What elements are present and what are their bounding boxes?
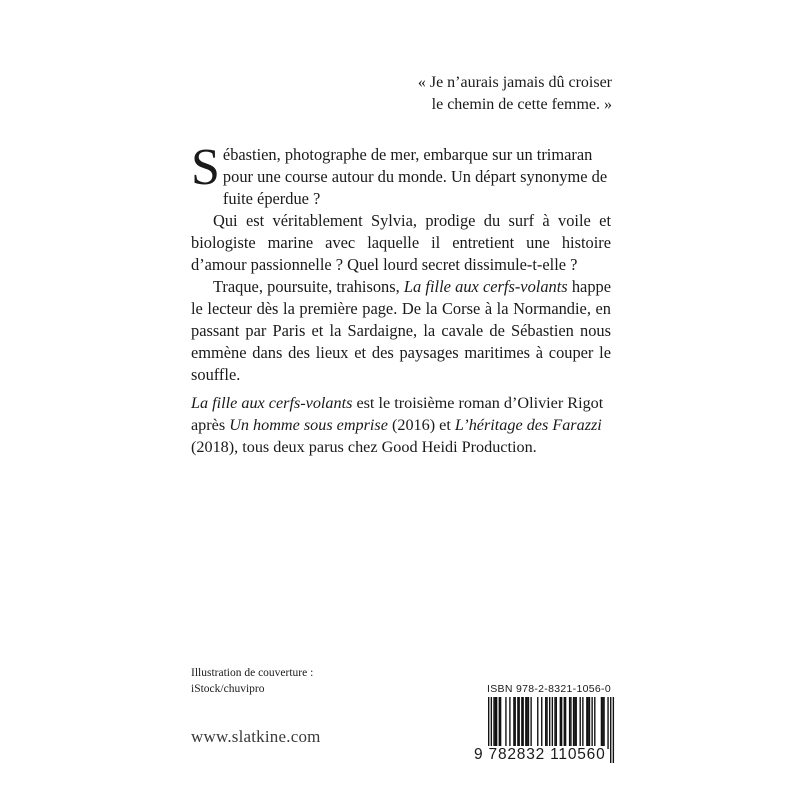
- barcode-bar: [546, 697, 547, 749]
- author-note-title-2: Un homme sous emprise: [229, 416, 388, 434]
- isbn-label: ISBN 978-2-8321-1056-0: [487, 683, 611, 695]
- author-note-title-3: L’héritage des Farazzi: [454, 416, 602, 434]
- barcode-bar: [519, 697, 520, 749]
- drop-cap: S: [191, 139, 220, 196]
- barcode-bar: [513, 697, 514, 749]
- barcode-bar: [603, 697, 604, 749]
- barcode-bar: [587, 697, 588, 749]
- author-note: [191, 392, 611, 458]
- barcode-bar: [576, 697, 577, 749]
- barcode-bar: [602, 697, 603, 749]
- barcode-bar: [556, 697, 557, 749]
- author-note-title-1: La fille aux cerfs-volants: [191, 394, 353, 412]
- quote-line-1: « Je n’aurais jamais dû croiser: [417, 74, 612, 91]
- barcode-bar: [509, 697, 510, 749]
- barcode-bar: [594, 697, 595, 749]
- barcode-bar: [591, 697, 592, 749]
- synopsis-paragraph-3: [191, 276, 611, 386]
- barcode-bar: [495, 697, 496, 749]
- credit-line-2: iStock/chuvipro: [191, 683, 265, 695]
- barcode-bar: [565, 697, 566, 749]
- barcode-bar: [515, 697, 516, 749]
- barcode-bar: [601, 697, 602, 749]
- barcode-bar: [525, 697, 526, 749]
- synopsis-book-title: La fille aux cerfs-volants: [403, 277, 568, 296]
- barcode-bar: [589, 697, 590, 749]
- barcode-bar: [570, 697, 571, 749]
- barcode-bar: [545, 697, 546, 749]
- barcode-bar: [582, 697, 583, 749]
- barcode-bar: [505, 697, 506, 749]
- barcode-bar: [554, 697, 555, 749]
- barcode-bar: [541, 697, 542, 749]
- synopsis-paragraph-2: Qui est véritablement Sylvia, prodige du surf à voile et biologiste marine avec laquelle il entretient une histoire d’amour passionnelle ? Quel lourd secret dissimule-t-elle ?: [191, 211, 611, 274]
- barcode-bar: [528, 697, 529, 749]
- barcode-digits-text: 9 782832 110560: [474, 746, 606, 763]
- barcode-bar: [560, 697, 561, 749]
- barcode-bar: [564, 697, 565, 749]
- barcode-bar: [517, 697, 518, 749]
- barcode-bar: [561, 697, 562, 749]
- author-note-text-3: (2018), tous deux parus chez Good Heidi Production.: [191, 438, 537, 456]
- author-note-text-1: est le troisième roman d’Olivier Rigot après: [191, 394, 604, 434]
- barcode-bar: [521, 697, 522, 749]
- author-note-text-2: (2016) et: [387, 416, 455, 434]
- synopsis-p3-rest: happe le lecteur dès la première page. De la Corse à la Normandie, en passant par Paris et la Sardaigne, la cavale de Sébastien nous emmène dans des lieux et des paysages maritimes à couper le souffle.: [191, 277, 611, 384]
- barcode-bar: [573, 697, 574, 749]
- illustration-credit: [191, 665, 313, 697]
- barcode-bar: [537, 697, 538, 749]
- author-note-text: [191, 392, 611, 458]
- quote-line-2: le chemin de cette femme. »: [431, 96, 612, 113]
- barcode-bar: [526, 697, 527, 749]
- barcode-bar: [586, 697, 587, 749]
- barcode-bar: [580, 697, 581, 749]
- barcode-digits: [474, 746, 624, 764]
- barcode-bar: [530, 697, 531, 749]
- barcode-bar: [607, 697, 608, 749]
- barcode-bar: [522, 697, 523, 749]
- barcode-bar: [574, 697, 575, 749]
- barcode-bar: [499, 697, 500, 749]
- pull-quote: [418, 72, 612, 116]
- barcode-bar: [493, 697, 494, 749]
- synopsis-p3-start: Traque, poursuite, trahisons,: [213, 277, 404, 296]
- synopsis-paragraph-1-text: ébastien, photographe de mer, embarque sur un trimaran pour une course autour du monde. Un départ synonyme de fuite éperdue ?: [222, 145, 608, 208]
- barcode-bar: [569, 697, 570, 749]
- barcode-bar: [500, 697, 501, 749]
- credit-line-1: Illustration de couverture :: [191, 667, 314, 679]
- barcode-bar: [496, 697, 497, 749]
- publisher-website[interactable]: www.slatkine.com: [191, 727, 321, 746]
- synopsis: [191, 139, 611, 386]
- synopsis-paragraph-1: [191, 139, 611, 210]
